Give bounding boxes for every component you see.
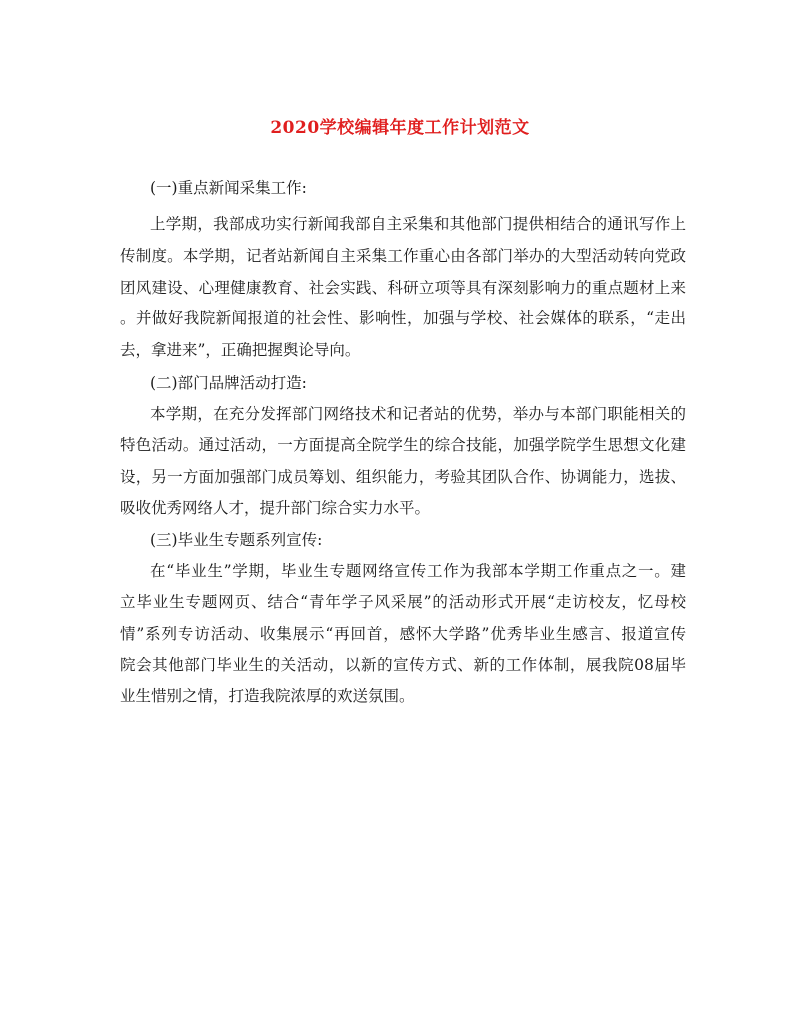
section-heading-1: (一)重点新闻采集工作: <box>150 179 307 197</box>
paragraph-line: 特色活动。通过活动，一方面提高全院学生的综合技能，加强学院学生思想文化建 <box>120 436 686 454</box>
paragraph-line: 设，另一方面加强部门成员筹划、组织能力，考验其团队合作、协调能力，选拔、 <box>120 468 686 486</box>
paragraph-line: 团风建设、心理健康教育、社会实践、科研立项等具有深刻影响力的重点题材上来 <box>120 279 686 297</box>
paragraph-line: 立毕业生专题网页、结合“青年学子风采展”的活动形式开展“走访校友，忆母校 <box>120 593 686 611</box>
paragraph-line: 院会其他部门毕业生的关活动，以新的宣传方式、新的工作体制，展我院08届毕 <box>120 656 686 674</box>
paragraph-line: 。并做好我院新闻报道的社会性、影响性，加强与学校、社会媒体的联系，“走出 <box>120 309 686 327</box>
paragraph-line: 业生惜别之情，打造我院浓厚的欢送氛围。 <box>120 687 415 705</box>
paragraph-line: 在“毕业生”学期，毕业生专题网络宣传工作为我部本学期工作重点之一。建 <box>150 562 686 580</box>
paragraph-line: 去，拿进来”，正确把握舆论导向。 <box>120 341 361 359</box>
paragraph-line: 传制度。本学期，记者站新闻自主采集工作重心由各部门举办的大型活动转向党政 <box>120 247 686 265</box>
section-heading-3: (三)毕业生专题系列宣传: <box>150 531 323 549</box>
document-title: 2020学校编辑年度工作计划范文 <box>270 118 530 138</box>
paragraph-line: 情”系列专访活动、收集展示“再回首，感怀大学路”优秀毕业生感言、报道宣传 <box>120 625 686 643</box>
paragraph-line: 上学期，我部成功实行新闻我部自主采集和其他部门提供相结合的通讯写作上 <box>150 215 686 233</box>
paragraph-line: 吸收优秀网络人才，提升部门综合实力水平。 <box>120 499 431 517</box>
section-heading-2: (二)部门品牌活动打造: <box>150 374 307 392</box>
paragraph-line: 本学期，在充分发挥部门网络技术和记者站的优势，举办与本部门职能相关的 <box>150 405 686 423</box>
